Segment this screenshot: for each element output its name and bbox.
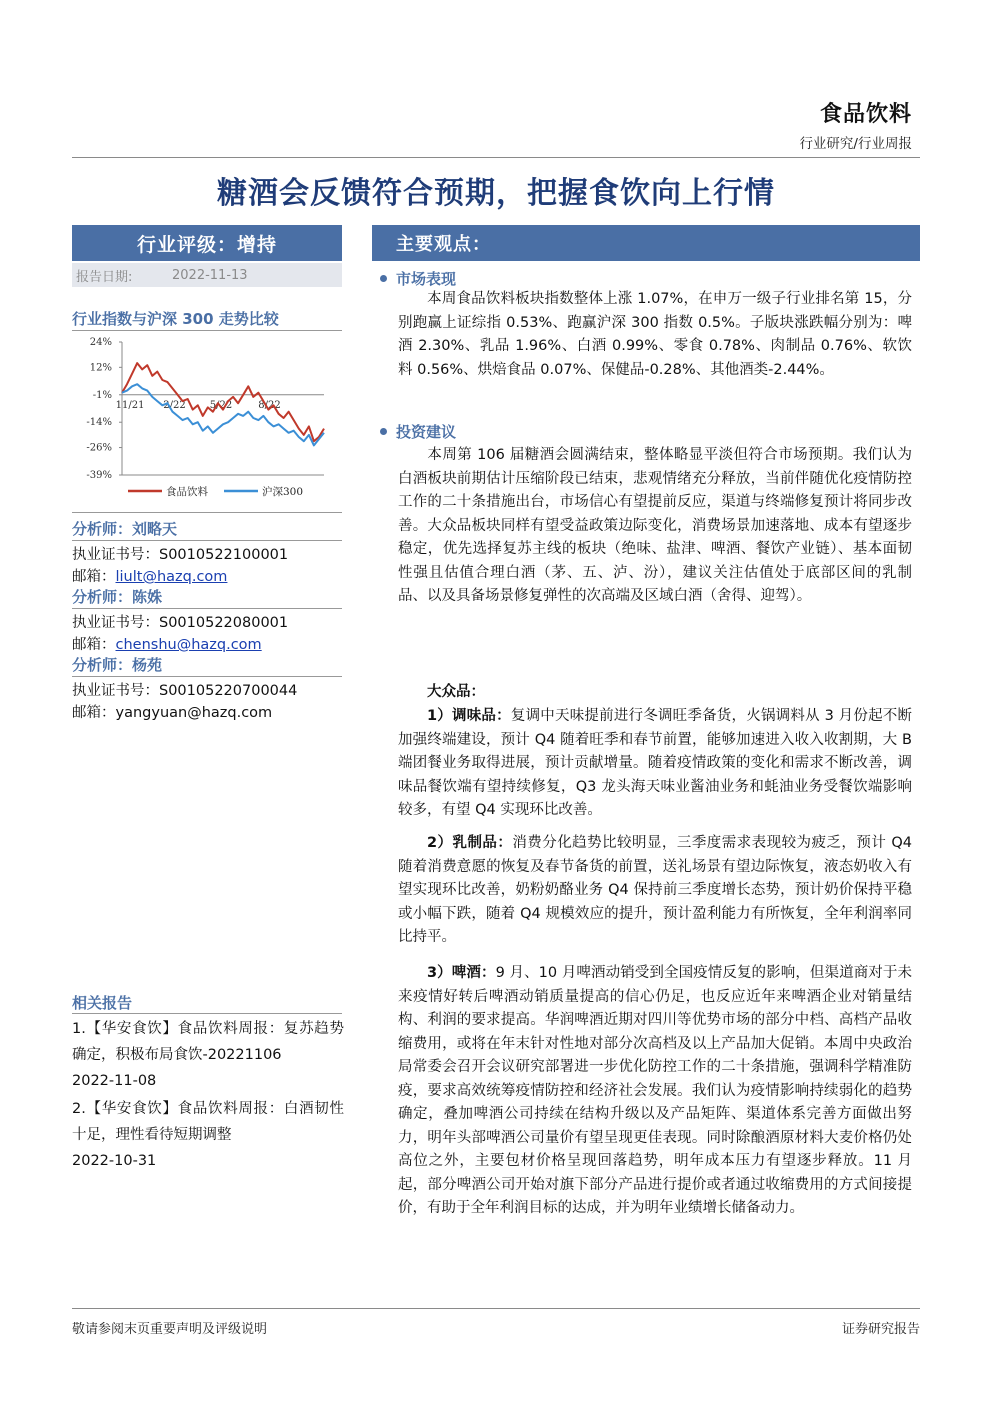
beer-paragraph (398, 962, 912, 1221)
y-tick-label: 12% (89, 362, 112, 374)
related-report-2[interactable] (72, 1096, 344, 1174)
footer-divider (72, 1308, 920, 1309)
market-heading-text: 市场表现 (396, 270, 457, 288)
cert-label: 执业证书号： (72, 683, 159, 699)
invest-paragraph (398, 444, 912, 609)
header-divider (72, 157, 920, 158)
analyst-heading-3: 分析师：杨苑 (72, 656, 163, 674)
dairy-text: 消费分化趋势比较明显，三季度需求表现较为疲乏，预计 Q4 随着消费意愿的恢复及春节备货的前置，送礼场景有望边际恢复，液态奶收入有望实现环比改善，奶粉奶酪业务 Q4 保持前三季度增长态势，预计奶价保持平稳或小幅下跌，随着 Q4 规模效应的提升，预计盈利能力有所恢复，全年利润率同比持平。 (398, 835, 912, 945)
analyst-divider-1 (72, 540, 342, 541)
x-tick-label: 5/22 (209, 399, 233, 411)
email-label: 邮箱： (72, 705, 116, 721)
email-link[interactable]: chenshu@hazq.com (115, 637, 262, 653)
beer-label: 3）啤酒： (427, 965, 496, 981)
footer-report-type: 证券研究报告 (841, 1322, 920, 1337)
invest-text: 本周第 106 届糖酒会圆满结束，整体略显平淡但符合市场预期。我们认为白酒板块前期估计压缩阶段已结束，悲观情绪充分释放，当前伴随优化疫情防控工作的二十条措施出台，市场信心有望提前反应，渠道与终端修复预计将同步改善。大众品板块同样有望受益政策边际变化，消费场景加速落地、成本有望逐步稳定，优先选择复苏主线的板块（绝味、盐津、啤酒、餐饮产业链）、基本面韧性强且估值合理白酒（茅、五、泸、汾），建议关注估值处于底部区间的乳制品、以及具备场景修复弹性的次高端及区域白酒（舍得、迎驾）。 (398, 447, 912, 604)
footer-disclaimer: 敬请参阅末页重要声明及评级说明 (72, 1322, 268, 1337)
chart-svg (72, 334, 342, 504)
cert-label: 执业证书号： (72, 547, 159, 563)
related-report-text: 2.【华安食饮】食品饮料周报：白酒韧性十足，理性看待短期调整 (72, 1101, 344, 1143)
cert-number: S00105220700044 (159, 683, 298, 699)
invest-heading (378, 421, 456, 442)
x-tick-label: 2/22 (163, 399, 186, 411)
legend-label-1: 沪深300 (262, 486, 304, 498)
analyst-email-1 (72, 565, 227, 586)
cert-label: 执业证书号： (72, 615, 159, 631)
related-report-date: 2022-10-31 (72, 1153, 157, 1169)
analyst-cert-2 (72, 611, 288, 632)
email-label: 邮箱： (72, 637, 116, 653)
analyst-email-3 (72, 701, 272, 722)
dairy-label: 2）乳制品： (427, 835, 513, 851)
email-label: 邮箱： (72, 569, 116, 585)
analyst-cert-3 (72, 679, 297, 700)
report-date-row (72, 263, 342, 287)
bullet-icon (380, 428, 387, 435)
related-reports-title: 相关报告 (72, 994, 133, 1012)
mass-goods-heading (398, 681, 912, 705)
analyst-divider-2 (72, 608, 342, 609)
y-tick-label: -39% (86, 470, 112, 481)
report-date-label: 报告日期: (76, 269, 133, 285)
analyst-cert-1 (72, 543, 288, 564)
related-divider (72, 1013, 342, 1014)
market-text: 本周食品饮料板块指数整体上涨 1.07%，在申万一级子行业排名第 15，分别跑赢上证综指 0.53%、跑赢沪深 300 指数 0.5%。子版块涨跌幅分别为：啤酒 2.30%、乳品 1.96%、白酒 0.99%、零食 0.78%、肉制品 0.76%、软饮料 0.56%、烘焙食品 0.07%、保健品-0.28%、其他酒类-2.44%。 (398, 291, 912, 378)
analyst-heading-1: 分析师：刘略天 (72, 520, 178, 538)
y-tick-label: -1% (92, 389, 112, 401)
analyst-heading-2: 分析师：陈姝 (72, 588, 163, 606)
seasoning-label: 1）调味品： (427, 708, 511, 724)
chart-title: 行业指数与沪深 300 走势比较 (72, 310, 279, 328)
main-view-header: 主要观点： (372, 225, 920, 261)
x-tick-label: 8/22 (258, 399, 281, 411)
sector-title: 食品饮料 (819, 102, 912, 127)
seasoning-paragraph (398, 705, 912, 823)
report-title: 糖酒会反馈符合预期，把握食饮向上行情 (217, 176, 775, 211)
y-tick-label: -14% (86, 417, 112, 429)
bullet-icon (380, 275, 387, 282)
beer-text: 9 月、10 月啤酒动销受到全国疫情反复的影响，但渠道商对于未来疫情好转后啤酒动销质量提高的信心仍足，也反应近年来啤酒企业对销量结构、利润的要求提高。华润啤酒近期对四川等优势市场的部分中档、高档产品收缩费用，或将在年末针对性地对部分次高档及以上产品加大促销。本周中央政治局常委会召开会议研究部署进一步优化防控工作的二十条措施，强调科学精准防疫，要求高效统筹疫情防控和经济社会发展。我们认为疫情影响持续弱化的趋势确定，叠加啤酒公司持续在结构升级以及产品矩阵、渠道体系完善方面做出努力，明年头部啤酒公司量价有望呈现更佳表现。同时除酿酒原材料大麦价格仍处高位之外，主要包材价格呈现回落趋势，明年成本压力有望逐步释放。11 月起，部分啤酒公司开始对旗下部分产品进行提价或者通过收缩费用的方式间接提价，有助于全年利润目标的达成，并为明年业绩增长储备动力。 (398, 965, 912, 1216)
analyst-divider-3 (72, 676, 342, 677)
y-tick-label: -26% (86, 442, 112, 454)
industry-rating: 行业评级：增持 (72, 225, 342, 261)
mass-goods-label: 大众品： (427, 684, 485, 700)
index-comparison-chart (72, 334, 342, 504)
seasoning-text: 复调中天味提前进行冬调旺季备货，火锅调料从 3 月份起不断加强终端建设，预计 Q4 随着旺季和春节前置，能够加速进入收入收割期，大 B 端团餐业务取得进展，预计贡献增量。随着疫情政策的变化和需求不断改善，调味品餐饮端有望持续修复，Q3 龙头海天味业酱油业务和蚝油业务受餐饮端影响较多，有望 Q4 实现环比改善。 (398, 708, 912, 818)
report-type: 行业研究/行业周报 (799, 136, 912, 152)
email-link[interactable]: liult@hazq.com (115, 569, 228, 585)
cert-number: S0010522080001 (159, 615, 289, 631)
y-tick-label: 24% (89, 337, 112, 348)
dairy-paragraph (398, 832, 912, 950)
report-date-value: 2022-11-13 (172, 267, 248, 283)
related-report-date: 2022-11-08 (72, 1073, 157, 1089)
legend-label-0: 食品饮料 (166, 486, 208, 498)
cert-number: S0010522100001 (159, 547, 289, 563)
series-line-1 (122, 384, 324, 445)
related-report-1[interactable] (72, 1016, 344, 1094)
related-report-text: 1.【华安食饮】食品饮料周报：复苏趋势确定，积极布局食饮-20221106 (72, 1021, 344, 1063)
market-paragraph (398, 288, 912, 382)
x-tick-label: 11/21 (115, 399, 145, 411)
analyst-email-2 (72, 633, 262, 654)
email-text: yangyuan@hazq.com (115, 705, 273, 721)
invest-heading-text: 投资建议 (396, 423, 457, 441)
chart-bottom-divider (72, 512, 342, 513)
chart-title-divider (72, 330, 342, 331)
market-heading (378, 268, 456, 289)
